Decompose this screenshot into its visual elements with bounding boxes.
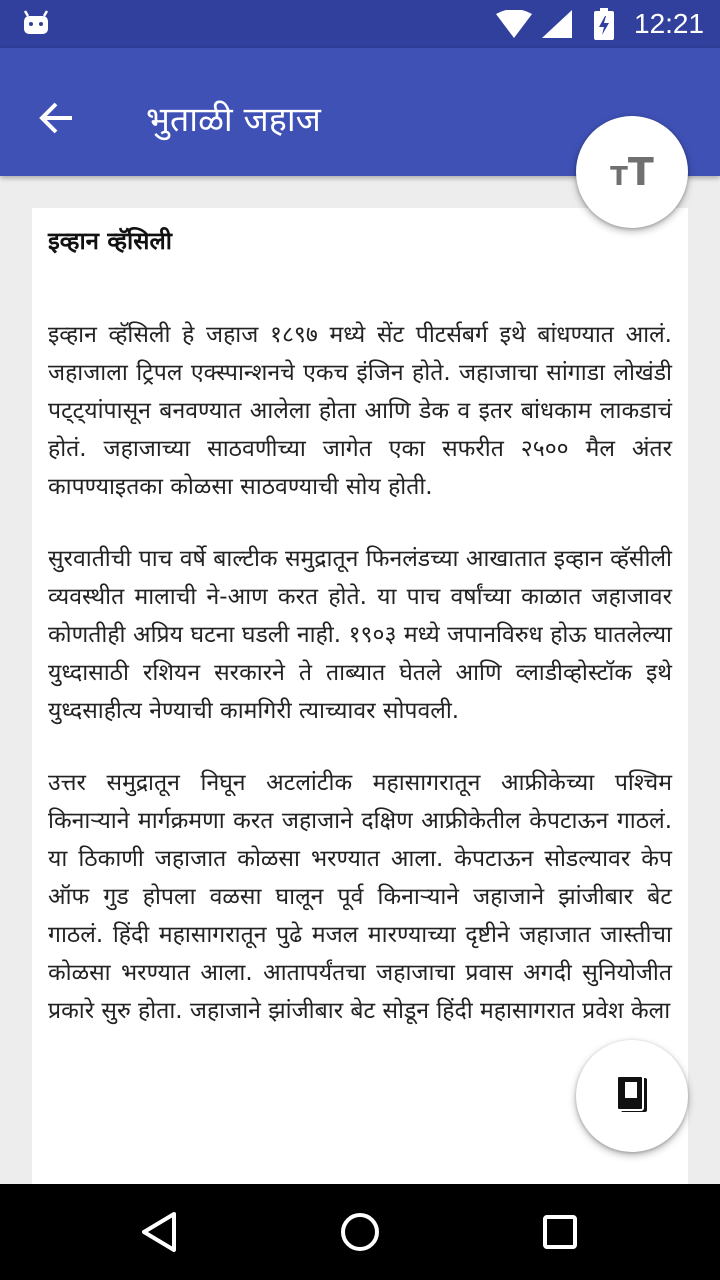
text-size-button[interactable] xyxy=(576,116,688,228)
article-paragraph: उत्तर समुद्रातून निघून अटलांटीक महासागरातून आफ्रीकेच्या पश्चिम किनाऱ्याने मार्गक्रमणा करत जहाजाने दक्षिण आफ्रीकेतील केपटाऊन गाठलं. या ठिकाणी जहाजात कोळसा भरण्यात आला. केपटाऊन सोडल्यावर केप ऑफ गुड होपला वळसा घालून पूर्व किनाऱ्याने जहाजाने झांजीबार बेट गाठलं. हिंदी महासागरातून पुढे मजल मारण्याच्या दृष्टीने जहाजात जास्तीचा कोळसा भरण्यात आला. आतापर्यंतचा जहाजाचा प्रवास अगदी सुनियोजीत प्रकारे सुरु होता. जहाजाने झांजीबार बेट सोडून हिंदी महासागरात प्रवेश केला xyxy=(48,770,672,1024)
back-button[interactable] xyxy=(26,90,86,150)
book-icon xyxy=(615,1074,649,1118)
wifi-icon xyxy=(496,10,532,42)
text-size-icon: TT xyxy=(610,150,654,194)
book-button[interactable] xyxy=(576,1040,688,1152)
back-triangle-icon[interactable] xyxy=(130,1202,190,1266)
status-clock: 12:21 xyxy=(634,8,705,39)
recents-square-icon[interactable] xyxy=(530,1202,590,1266)
page-title: भुताळी जहाज xyxy=(146,100,321,140)
article-card xyxy=(32,208,688,1184)
arrow-left-icon xyxy=(38,102,74,138)
article-body xyxy=(48,316,672,1030)
article-paragraph: इव्हान व्हॅसिली हे जहाज १८९७ मध्ये सेंट पीटर्सबर्ग इथे बांधण्यात आलं. जहाजाला ट्रिपल एक्स्पान्शनचे एकच इंजिन होते. जहाजाचा सांगाडा लोखंडी पट्ट्यांपासून बनवण्यात आलेला होता आणि डेक व इतर बांधकाम लाकडाचं होतं. जहाजाच्या साठवणीच्या जागेत एका सफरीत २५०० मैल अंतर कापण्याइतका कोळसा साठवण्याची सोय होती. xyxy=(48,322,672,500)
status-bar xyxy=(0,0,720,48)
system-nav-bar xyxy=(0,1184,720,1280)
battery-charging-icon xyxy=(594,8,614,44)
home-circle-icon[interactable] xyxy=(330,1202,390,1266)
android-icon xyxy=(22,10,50,40)
article-heading: इव्हान व्हॅसिली xyxy=(48,227,172,255)
article-paragraph: सुरवातीची पाच वर्षे बाल्टीक समुद्रातून फिनलंडच्या आखातात इव्हान व्हॅसीली व्यवस्थीत मालाची ने-आण करत होते. या पाच वर्षांच्या काळात जहाजावर कोणतीही अप्रिय घटना घडली नाही. १९०३ मध्ये जपानविरुध होऊ घातलेल्या युध्दासाठी रशियन सरकारने ते ताब्यात घेतले आणि व्लाडीव्होस्टॉक इथे युध्दसाहीत्य नेण्याची कामगिरी त्याच्यावर सोपवली. xyxy=(48,546,672,724)
signal-icon xyxy=(542,10,572,42)
